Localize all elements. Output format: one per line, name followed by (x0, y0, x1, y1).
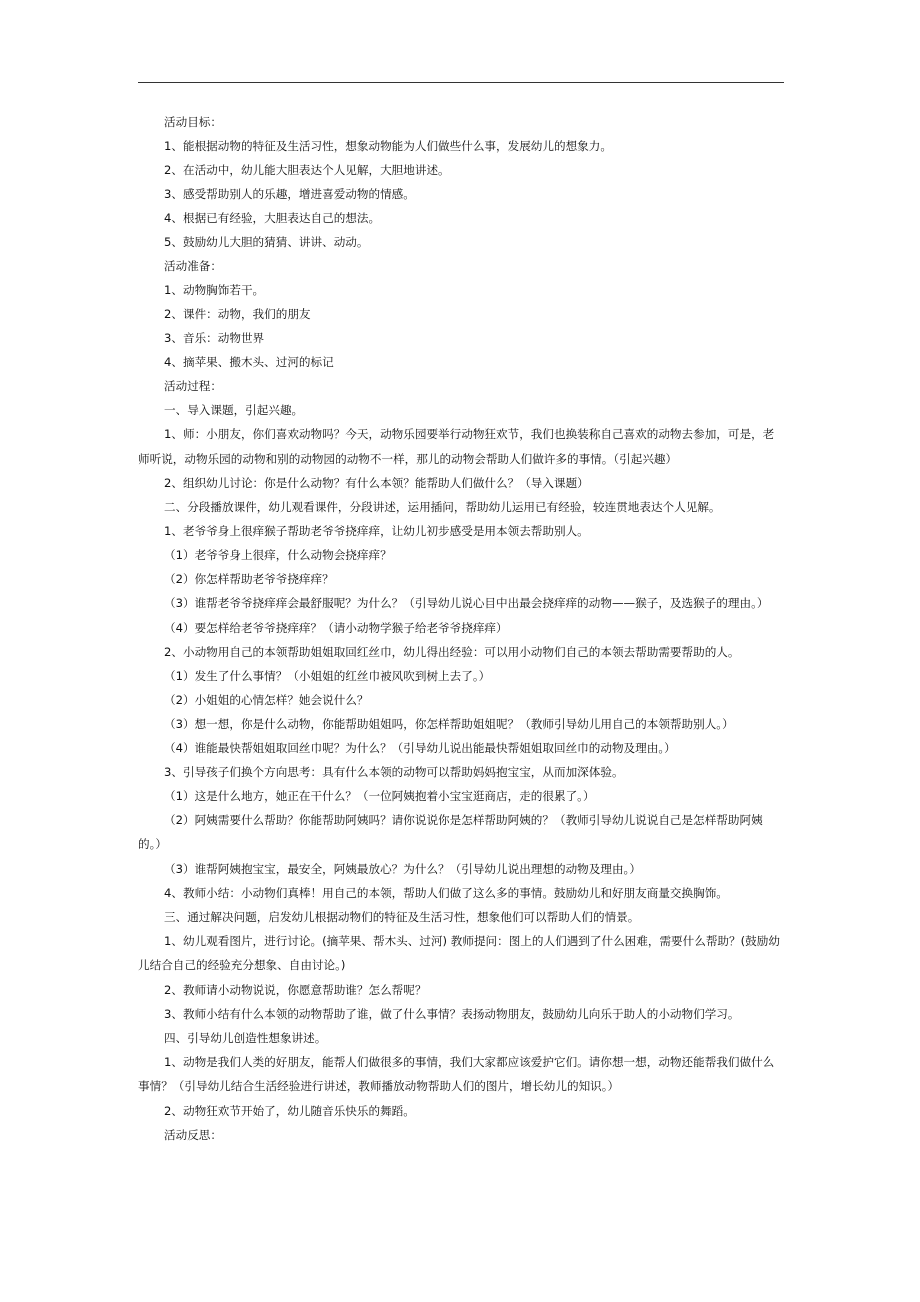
paragraph: 3、引导孩子们换个方向思考：具有什么本领的动物可以帮助妈妈抱宝宝，从而加深体验。 (164, 764, 624, 779)
paragraph: （1）老爷爷身上很痒，什么动物会挠痒痒？ (164, 548, 392, 562)
paragraph: 4、教师小结：小动物们真棒！用自己的本领，帮助人们做了这么多的事情。鼓励幼儿和好朋友商量交换胸饰。 (164, 885, 728, 900)
paragraph: 1、师：小朋友，你们喜欢动物吗？今天，动物乐园要举行动物狂欢节，我们也换装称自己喜欢的动物去参加，可是，老师听说，动物乐园的动物和别的动物园的动物不一样，那儿的动物会帮助人们做许多的事情。（引起兴趣） (138, 427, 775, 466)
paragraph: （1）发生了什么事情？（小姐姐的红丝巾被风吹到树上去了。） (164, 668, 491, 683)
paragraph: 2、动物狂欢节开始了，幼儿随音乐快乐的舞蹈。 (164, 1103, 415, 1118)
paragraph: 二、分段播放课件，幼儿观看课件，分段讲述，运用插问，帮助幼儿运用已有经验，较连贯地表达个人见解。 (164, 500, 721, 514)
paragraph: 1、幼儿观看图片，进行讨论。(摘苹果、帮木头、过河) 教师提问：图上的人们遇到了什么困难，需要什么帮助？(鼓励幼儿结合自己的经验充分想象、自由讨论。) (138, 933, 780, 972)
paragraph: 2、组织幼儿讨论：你是什么动物？有什么本领？能帮助人们做什么？（导入课题） (164, 476, 589, 490)
paragraph: 四、引导幼儿创造性想象讲述。 (164, 1030, 327, 1045)
paragraph: 4、根据已有经验，大胆表达自己的想法。 (164, 211, 381, 225)
section-heading-preparation: 活动准备： (164, 259, 222, 273)
paragraph: 三、通过解决问题，启发幼儿根据动物们的特征及生活习性，想象他们可以帮助人们的情景。 (164, 909, 640, 924)
paragraph: 5、鼓励幼儿大胆的猜猜、讲讲、动动。 (164, 235, 369, 249)
paragraph: （4）谁能最快帮姐姐取回丝巾呢？为什么？（引导幼儿说出能最快帮姐姐取回丝巾的动物及理由。） (164, 740, 676, 755)
paragraph: 1、动物是我们人类的好朋友，能帮人们做很多的事情，我们大家都应该爱护它们。请你想一想，动物还能帮我们做什么事情？（引导幼儿结合生活经验进行讲述，教师播放动物帮助人们的图片，增长幼儿的知识。） (138, 1054, 775, 1093)
paragraph: （2）阿姨需要什么帮助？你能帮助阿姨吗？请你说说你是怎样帮助阿姨的？（教师引导幼儿说说自己是怎样帮助阿姨的。） (138, 812, 763, 851)
section-heading-goals: 活动目标： (164, 115, 222, 129)
paragraph: （3）谁帮老爷爷挠痒痒会最舒服呢？为什么？（引导幼儿说心目中出最会挠痒痒的动物——猴子，及选猴子的理由。） (164, 596, 769, 610)
paragraph: 1、能根据动物的特征及生活习性，想象动物能为人们做些什么事，发展幼儿的想象力。 (164, 139, 612, 153)
paragraph: 2、小动物用自己的本领帮助姐姐取回红丝巾，幼儿得出经验：可以用小动物们自己的本领去帮助需要帮助的人。 (164, 644, 740, 659)
paragraph: 3、感受帮助别人的乐趣，增进喜爱动物的情感。 (164, 187, 415, 201)
paragraph: （2）你怎样帮助老爷爷挠痒痒？ (164, 572, 334, 586)
paragraph: 3、音乐：动物世界 (164, 331, 265, 345)
paragraph: 1、动物胸饰若干。 (164, 283, 265, 297)
header-rule (138, 82, 784, 83)
paragraph: 3、教师小结有什么本领的动物帮助了谁，做了什么事情？表扬动物朋友，鼓励幼儿向乐于助人的小动物们学习。 (164, 1006, 740, 1021)
paragraph: 2、教师请小动物说说，你愿意帮助谁？怎么帮呢？ (164, 982, 427, 997)
paragraph: （3）谁帮阿姨抱宝宝，最安全，阿姨最放心？为什么？（引导幼儿说出理想的动物及理由。） (164, 861, 641, 876)
paragraph: 4、摘苹果、搬木头、过河的标记 (164, 355, 334, 369)
paragraph: （2）小姐姐的心情怎样？她会说什么？ (164, 692, 369, 707)
paragraph: 1、老爷爷身上很痒猴子帮助老爷爷挠痒痒，让幼儿初步感受是用本领去帮助别人。 (164, 524, 589, 538)
paragraph: （4）要怎样给老爷爷挠痒痒？（请小动物学猴子给老爷爷挠痒痒） (164, 620, 508, 635)
paragraph: （3）想一想，你是什么动物，你能帮助姐姐吗，你怎样帮助姐姐呢？（教师引导幼儿用自己的本领帮助别人。） (164, 716, 734, 731)
section-heading-process: 活动过程： (164, 379, 222, 393)
paragraph: 2、在活动中，幼儿能大胆表达个人见解，大胆地讲述。 (164, 163, 450, 177)
paragraph: 2、课件：动物，我们的朋友 (164, 307, 311, 321)
document-body (138, 110, 784, 1147)
paragraph: 一、导入课题，引起兴趣。 (164, 403, 304, 417)
paragraph: （1）这是什么地方，她正在干什么？（一位阿姨抱着小宝宝逛商店，走的很累了。） (164, 788, 595, 803)
section-heading-reflection: 活动反思： (164, 1127, 222, 1142)
